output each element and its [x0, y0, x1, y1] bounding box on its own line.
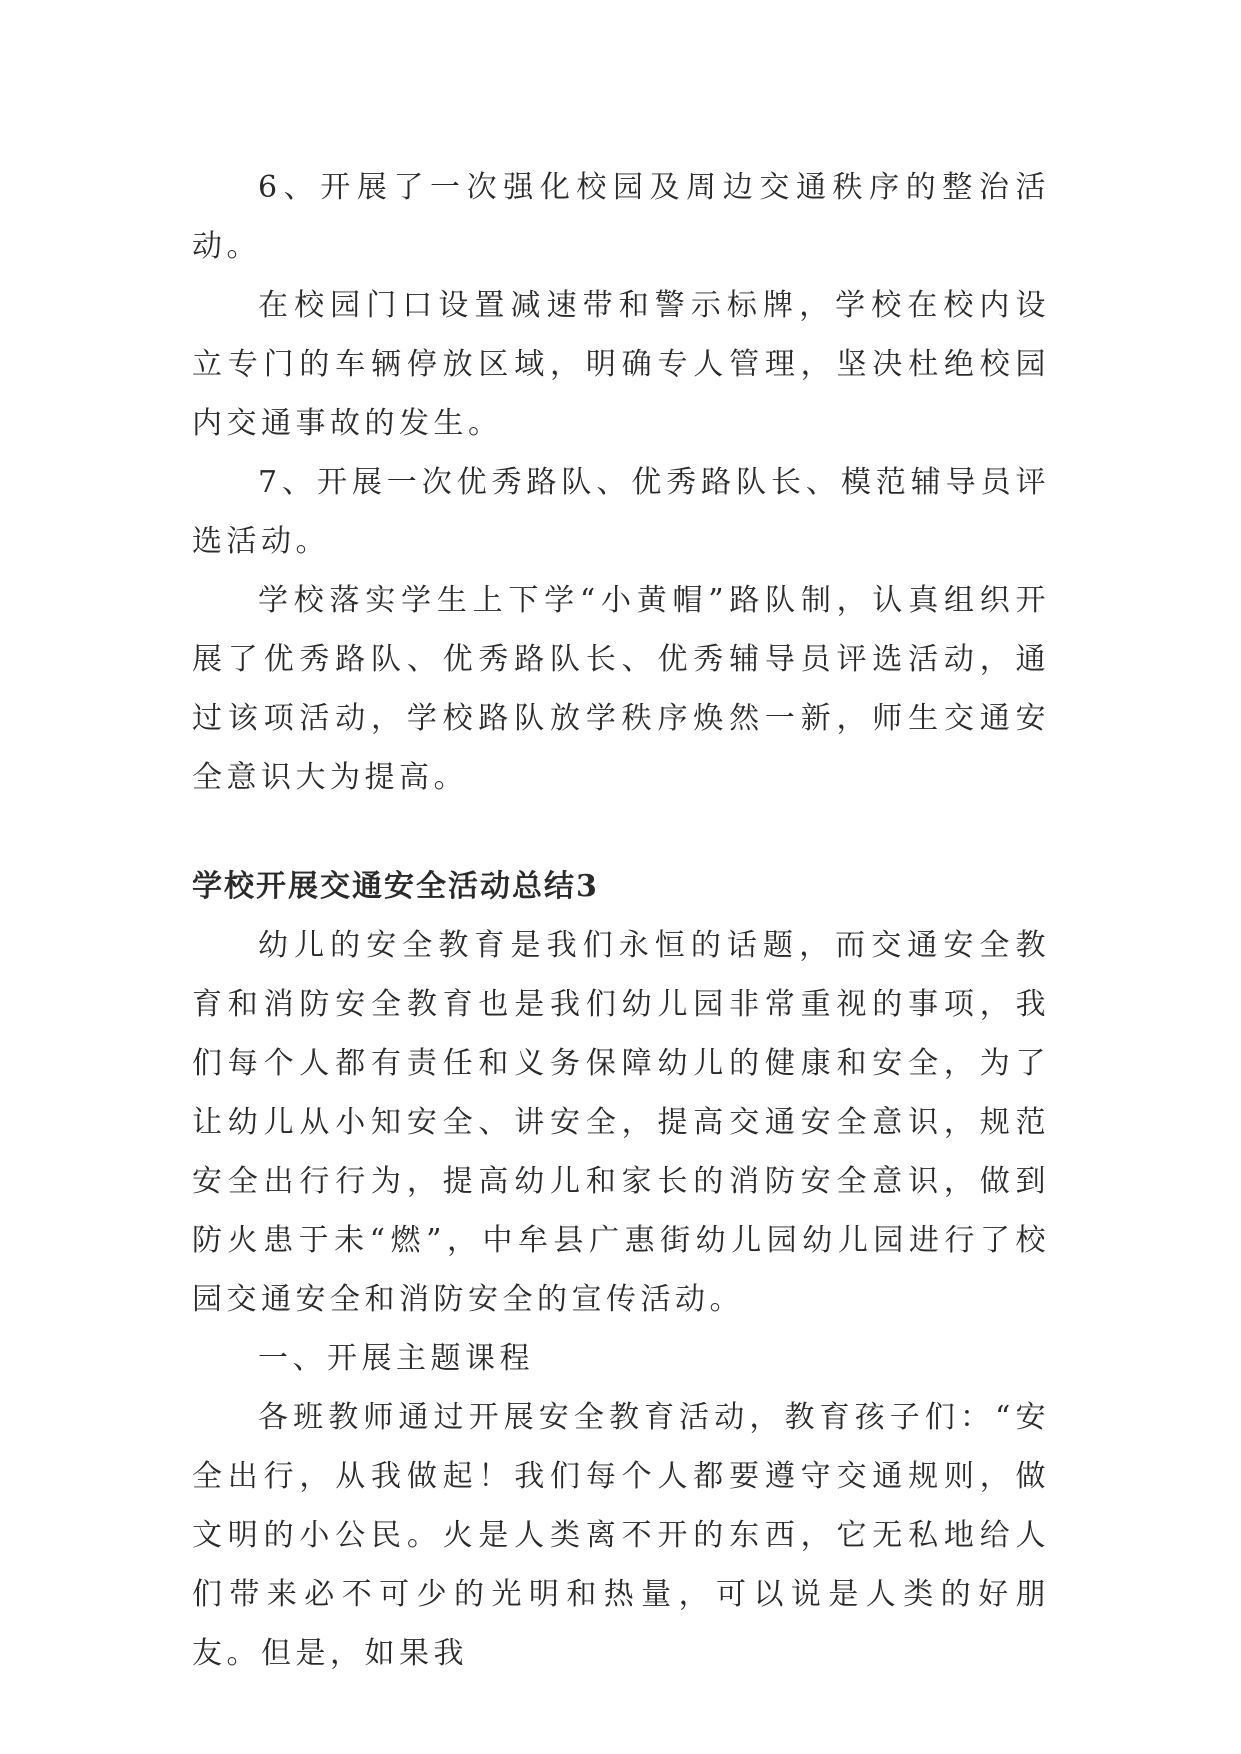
paragraph-class-teachers: 各班教师通过开展安全教育活动，教育孩子们：“安全出行，从我做起！我们每个人都要遵守交通规则，做文明的小公民。火是人类离不开的东西，它无私地给人们带来必不可少的光明和热量，可以说是人类的好朋友。但是，如果我 — [192, 1400, 1050, 1671]
paragraph-item-6: 6、开展了一次强化校园及周边交通秩序的整治活动。 — [192, 170, 1050, 264]
paragraph-speed-bumps: 在校园门口设置减速带和警示标牌，学校在校内设立专门的车辆停放区域，明确专人管理，坚决杜绝校园内交通事故的发生。 — [192, 288, 1050, 441]
subheading-theme-course: 一、开展主题课程 — [258, 1341, 534, 1376]
section-title: 学校开展交通安全活动总结3 — [192, 869, 599, 904]
document-body — [192, 158, 1050, 1683]
paragraph-item-7: 7、开展一次优秀路队、优秀路队长、模范辅导员评选活动。 — [192, 465, 1050, 559]
paragraph-road-team: 学校落实学生上下学“小黄帽”路队制，认真组织开展了优秀路队、优秀路队长、优秀辅导员评选活动，通过该项活动，学校路队放学秩序焕然一新，师生交通安全意识大为提高。 — [192, 583, 1050, 795]
paragraph-intro: 幼儿的安全教育是我们永恒的话题，而交通安全教育和消防安全教育也是我们幼儿园非常重视的事项，我们每个人都有责任和义务保障幼儿的健康和安全，为了让幼儿从小知安全、讲安全，提高交通安全意识，规范安全出行行为，提高幼儿和家长的消防安全意识，做到防火患于未“燃”，中牟县广惠街幼儿园幼儿园进行了校园交通安全和消防安全的宣传活动。 — [192, 928, 1050, 1317]
